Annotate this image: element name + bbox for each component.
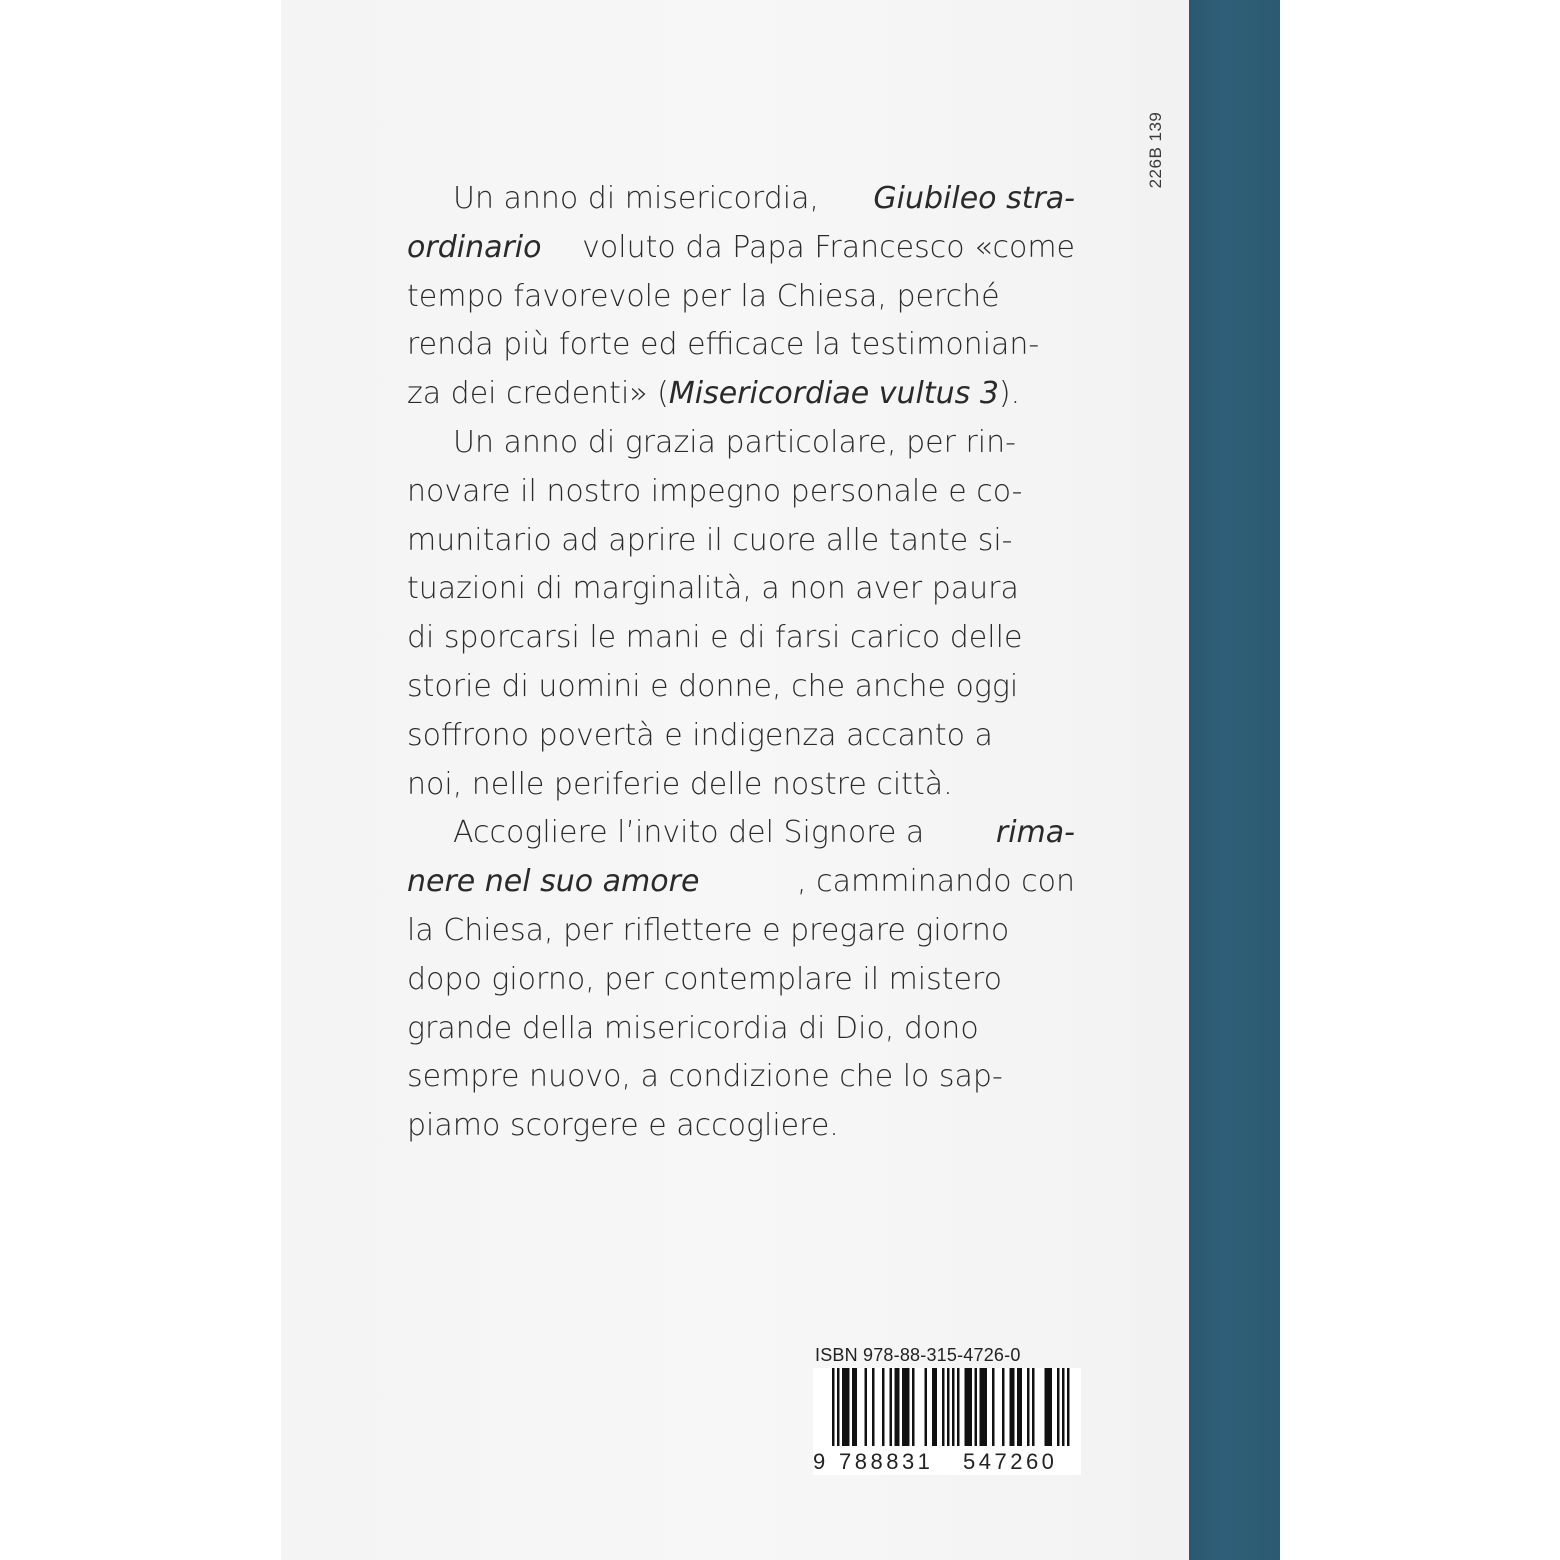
barcode-bar	[842, 1368, 845, 1446]
barcode-bar	[985, 1368, 988, 1446]
blurb-italic-text: ordinario	[407, 229, 542, 265]
barcode-first-digit: 9	[813, 1449, 826, 1474]
barcode-bar	[935, 1368, 938, 1446]
blurb-line	[407, 858, 1075, 907]
blurb-text: , camminando con	[797, 864, 1075, 900]
barcode-bar	[912, 1368, 915, 1446]
barcode-bar	[952, 1368, 955, 1446]
barcode-bar	[1002, 1368, 1005, 1446]
barcode-bar	[975, 1368, 978, 1446]
blurb-italic-text: nere nel suo amore	[407, 864, 700, 900]
catalog-code: 226B 139	[1146, 111, 1165, 189]
barcode-digits	[813, 1449, 1081, 1475]
barcode-bar	[882, 1368, 885, 1446]
barcode-bar	[957, 1368, 960, 1446]
blurb-line: Un anno di grazia particolare, per rin-	[453, 424, 1016, 460]
barcode-bar	[847, 1368, 850, 1446]
barcode-bar	[980, 1368, 983, 1446]
barcode-bar	[1017, 1368, 1020, 1446]
barcode-bar	[895, 1368, 898, 1446]
barcode-bar	[967, 1368, 970, 1446]
barcode-bar	[897, 1368, 900, 1446]
blurb-line: soffrono povertà e indigenza accanto a	[407, 717, 993, 753]
blurb-line	[407, 224, 1075, 273]
barcode-bars	[813, 1368, 1081, 1450]
barcode-bar	[845, 1368, 848, 1446]
blurb-text: za dei credenti» (	[407, 376, 669, 412]
barcode-bar	[837, 1368, 840, 1446]
barcode-bar	[947, 1368, 950, 1446]
barcode-bar	[1027, 1368, 1030, 1446]
barcode-bar	[1045, 1368, 1048, 1446]
isbn-label: ISBN 978-88-315-4726-0	[815, 1345, 1021, 1365]
blurb-line: la Chiesa, per riflettere e pregare giorno	[407, 912, 1010, 948]
barcode-bar	[907, 1368, 910, 1446]
blurb-italic-text: rima-	[995, 815, 1075, 851]
barcode-bar	[852, 1368, 855, 1446]
blurb-line: novare il nostro impegno personale e co-	[407, 473, 1023, 509]
blurb-line: sempre nuovo, a condizione che lo sap-	[407, 1059, 1003, 1095]
barcode-bar	[1010, 1368, 1013, 1446]
blurb-line: tempo favorevole per la Chiesa, perché	[407, 278, 1000, 314]
blurb-text: Accogliere l’invito del Signore a	[453, 815, 934, 851]
barcode-bar	[1067, 1368, 1070, 1446]
barcode-left-digits: 788831	[839, 1449, 934, 1474]
blurb-line	[407, 370, 1075, 419]
blurb-line	[407, 809, 1075, 858]
barcode-bar	[1062, 1368, 1065, 1446]
barcode-bar	[932, 1368, 935, 1446]
barcode-bar	[1012, 1368, 1015, 1446]
blurb-line: storie di uomini e donne, che anche oggi	[407, 668, 1019, 704]
barcode-bar	[832, 1368, 835, 1446]
barcode-bar	[905, 1368, 908, 1446]
barcode-bar	[865, 1368, 868, 1446]
barcode-bar	[1032, 1368, 1035, 1446]
blurb-line: tuazioni di marginalità, a non aver paura	[407, 571, 1019, 607]
blurb-line: piamo scorgere e accogliere.	[407, 1108, 839, 1144]
barcode-bar	[965, 1368, 968, 1446]
blurb-text: ).	[998, 376, 1021, 412]
barcode-bar	[1050, 1368, 1053, 1446]
blurb-line: noi, nelle periferie delle nostre città.	[407, 766, 953, 802]
barcode-right-digits: 547260	[963, 1449, 1058, 1474]
book-spine	[1189, 0, 1280, 1560]
blurb-line	[407, 175, 1075, 224]
barcode-bar	[982, 1368, 985, 1446]
blurb-line: di sporcarsi le mani e di farsi carico delle	[407, 620, 1023, 656]
blurb-italic-text: Misericordiae vultus 3	[668, 376, 999, 412]
barcode-bar	[925, 1368, 928, 1446]
blurb-line: renda più forte ed efficace la testimonian-	[407, 327, 1040, 363]
blurb-line: munitario ad aprire il cuore alle tante si-	[407, 522, 1013, 558]
blurb-text: Un anno di misericordia,	[453, 181, 829, 216]
barcode-bar	[1047, 1368, 1050, 1446]
blurb-line: grande della misericordia di Dio, dono	[407, 1010, 979, 1046]
barcode-bar	[902, 1368, 905, 1446]
barcode	[813, 1368, 1081, 1450]
barcode-bar	[872, 1368, 875, 1446]
blurb-italic-text: Giubileo stra-	[873, 181, 1075, 216]
barcode-bar	[970, 1368, 973, 1446]
blurb-text: voluto da Papa Francesco «come	[572, 229, 1075, 265]
barcode-bar	[942, 1368, 945, 1446]
barcode-bar	[1020, 1368, 1023, 1446]
barcode-bar	[890, 1368, 893, 1446]
barcode-bar	[1057, 1368, 1060, 1446]
blurb-line: dopo giorno, per contemplare il mistero	[407, 961, 1003, 997]
back-cover-blurb	[407, 175, 1075, 1151]
barcode-bar	[855, 1368, 858, 1446]
barcode-bar	[992, 1368, 995, 1446]
